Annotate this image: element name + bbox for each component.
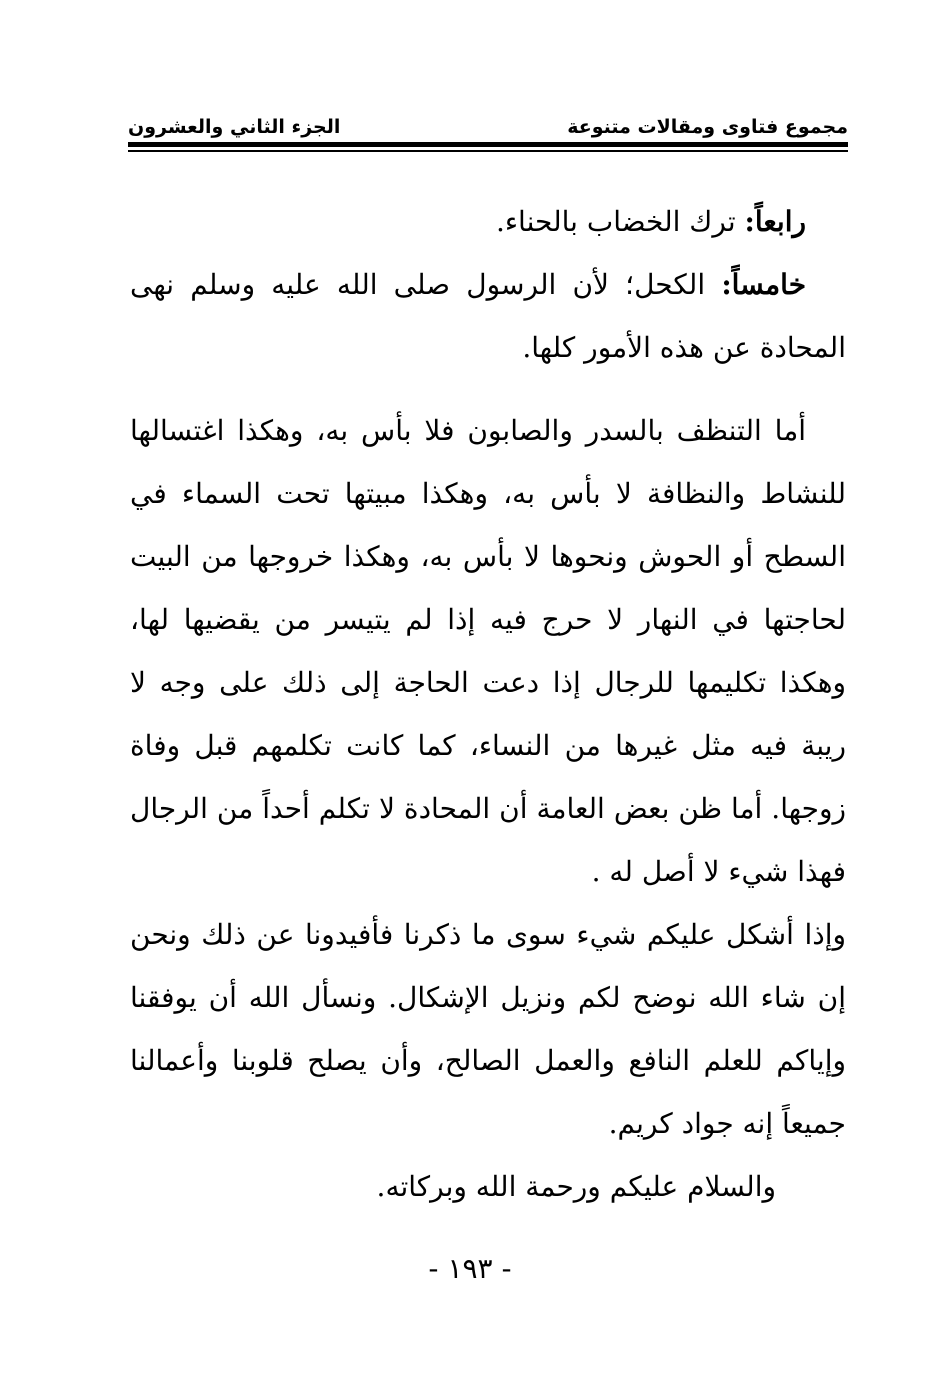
page-header bbox=[128, 98, 848, 138]
item-fourth bbox=[130, 190, 846, 253]
item-fourth-label: رابعاً: bbox=[744, 205, 806, 238]
header-rule-thick bbox=[128, 142, 848, 147]
item-fifth-label: خامساً: bbox=[721, 268, 806, 301]
item-fifth bbox=[130, 253, 846, 379]
item-fourth-text: ترك الخضاب بالحناء. bbox=[495, 205, 736, 238]
page-number: - ١٩٣ - bbox=[428, 1252, 512, 1285]
paragraph-closing-request: وإذا أشكل عليكم شيء سوى ما ذكرنا فأفيدونا عن ذلك ونحن إن شاء الله نوضح لكم ونزيل الإشكال. ونسأل الله أن يوفقنا وإياكم للعلم النافع والعمل الصالح، وأن يصلح قلوبنا وأعمالنا جميعاً إنه جواد كريم. bbox=[130, 918, 846, 1140]
volume-title: الجزء الثاني والعشرون bbox=[128, 116, 341, 138]
book-title: مجموع فتاوى ومقالات متنوعة bbox=[567, 116, 848, 138]
item-fifth-text: الكحل؛ لأن الرسول صلى الله عليه وسلم نهى المحادة عن هذه الأمور كلها. bbox=[130, 268, 846, 364]
page-body bbox=[130, 190, 846, 1218]
paragraph-permissions: أما التنظف بالسدر والصابون فلا بأس به، وهكذا اغتسالها للنشاط والنظافة لا بأس به، وهكذا مبيتها تحت السماء في السطح أو الحوش ونحوها لا بأس به، وهكذا خروجها من البيت لحاجتها في النهار لا حرج فيه إذا لم يتيسر من يقضيها لها، وهكذا تكليمها للرجال إذا دعت الحاجة إلى ذلك على وجه لا ريبة فيه مثل غيرها من النساء، كما كانت تكلمهم قبل وفاة زوجها. أما ظن بعض العامة أن المحادة لا تكلم أحداً من الرجال فهذا شيء لا أصل له . bbox=[130, 414, 846, 888]
closing-salutation: والسلام عليكم ورحمة الله وبركاته. bbox=[376, 1170, 776, 1203]
header-rule-thin bbox=[128, 150, 848, 152]
